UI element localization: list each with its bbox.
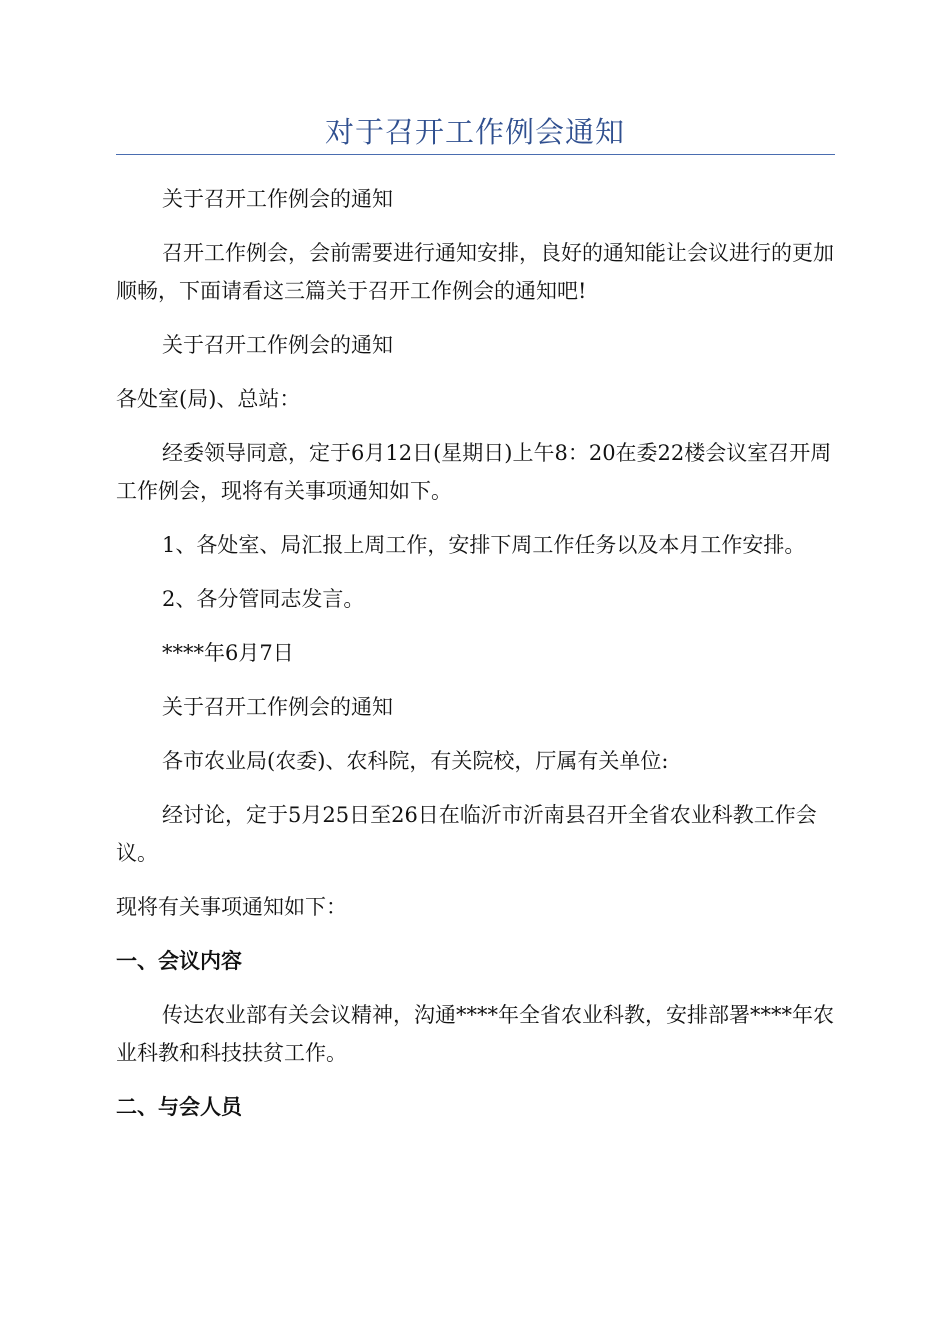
paragraph: 召开工作例会，会前需要进行通知安排，良好的通知能让会议进行的更加顺畅，下面请看这三篇关于召开工作例会的通知吧! — [116, 241, 834, 303]
section-heading: 二、与会人员 — [116, 1095, 242, 1119]
paragraph: 经委领导同意，定于6月12日(星期日)上午8：20在委22楼会议室召开周工作例会，现将有关事项通知如下。 — [116, 441, 832, 503]
document-body — [116, 172, 835, 1134]
paragraph: 关于召开工作例会的通知 — [162, 695, 393, 719]
list-item: 1、各处室、局汇报上周工作，安排下周工作任务以及本月工作安排。 — [162, 533, 806, 557]
list-item: 2、各分管同志发言。 — [162, 587, 365, 611]
paragraph: 现将有关事项通知如下： — [116, 895, 347, 919]
title-underline — [116, 154, 835, 155]
paragraph: 经讨论，定于5月25日至26日在临沂市沂南县召开全省农业科教工作会议。 — [116, 803, 817, 865]
section-heading: 一、会议内容 — [116, 949, 242, 973]
paragraph: 关于召开工作例会的通知 — [162, 333, 393, 357]
salutation: 各处室(局)、总站： — [116, 387, 301, 411]
salutation: 各市农业局(农委)、农科院，有关院校，厅属有关单位: — [162, 749, 669, 773]
paragraph: 关于召开工作例会的通知 — [162, 187, 393, 211]
date-line: ****年6月7日 — [162, 641, 294, 665]
document-title: 对于召开工作例会通知 — [324, 115, 625, 149]
paragraph: 传达农业部有关会议精神，沟通****年全省农业科教，安排部署****年农业科教和科技扶贫工作。 — [116, 1003, 834, 1065]
